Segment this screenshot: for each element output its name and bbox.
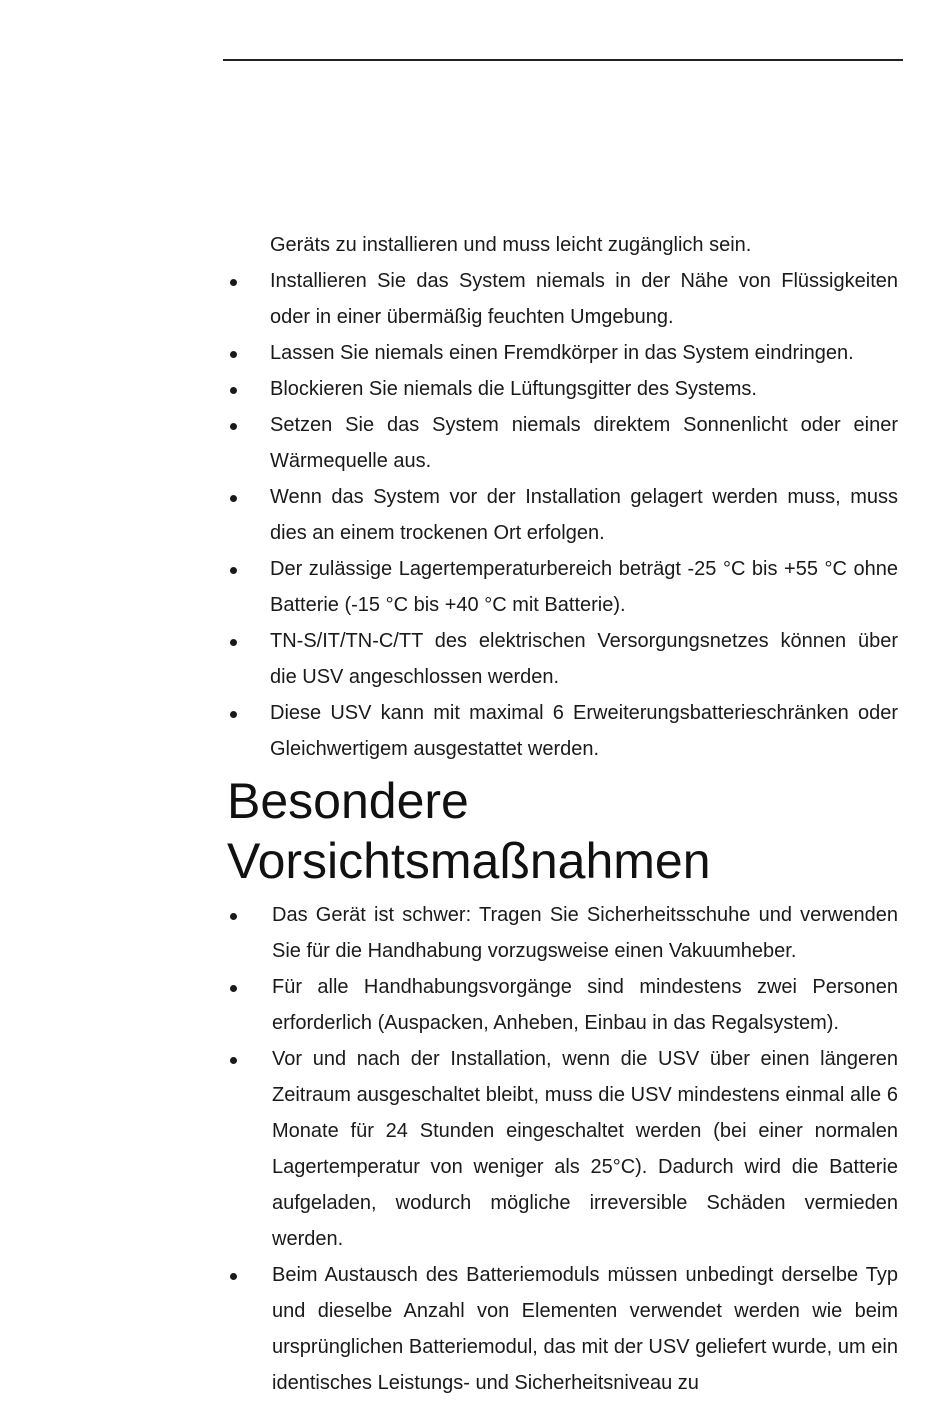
list-item bbox=[228, 969, 898, 1041]
bullet-icon bbox=[230, 1273, 237, 1280]
list-item bbox=[228, 479, 898, 551]
list-item-text: Wenn das System vor der Installation gelagert werden muss, muss dies an einem trockenen Ort erfolgen. bbox=[270, 486, 898, 544]
list-item-text: Für alle Handhabungsvorgänge sind mindestens zwei Personen erforderlich (Auspacken, Anheben, Einbau in das Regalsystem). bbox=[272, 976, 898, 1034]
list-item-text: Installieren Sie das System niemals in der Nähe von Flüssigkeiten oder in einer übermäßig feuchten Umgebung. bbox=[270, 270, 898, 328]
list-item bbox=[228, 551, 898, 623]
header-rule bbox=[223, 59, 903, 61]
bullet-icon bbox=[230, 279, 237, 286]
list-item bbox=[228, 335, 898, 371]
bullet-list-precautions bbox=[228, 897, 898, 1401]
bullet-icon bbox=[230, 495, 237, 502]
bullet-icon bbox=[230, 387, 237, 394]
bullet-icon bbox=[230, 423, 237, 430]
list-item-text: Der zulässige Lagertemperaturbereich beträgt -25 °C bis +55 °C ohne Batterie (-15 °C bis +40 °C mit Batterie). bbox=[270, 558, 898, 616]
list-item bbox=[228, 1257, 898, 1401]
bullet-icon bbox=[230, 351, 237, 358]
list-item bbox=[228, 695, 898, 767]
list-item bbox=[228, 371, 898, 407]
bullet-icon bbox=[230, 913, 237, 920]
continuation-text: Geräts zu installieren und muss leicht zugänglich sein. bbox=[270, 234, 752, 256]
list-item-text: Setzen Sie das System niemals direktem Sonnenlicht oder einer Wärmequelle aus. bbox=[270, 414, 898, 472]
list-item bbox=[228, 897, 898, 969]
list-item-text: Blockieren Sie niemals die Lüftungsgitter des Systems. bbox=[270, 378, 757, 400]
list-item bbox=[228, 623, 898, 695]
bullet-icon bbox=[230, 567, 237, 574]
list-item-text: Das Gerät ist schwer: Tragen Sie Sicherheitsschuhe und verwenden Sie für die Handhabung vorzugsweise einen Vakuumheber. bbox=[272, 904, 898, 962]
bullet-list-installation bbox=[228, 263, 898, 767]
bullet-icon bbox=[230, 985, 237, 992]
list-item-text: Diese USV kann mit maximal 6 Erweiterungsbatterieschränken oder Gleichwertigem ausgestattet werden. bbox=[270, 702, 898, 760]
list-item bbox=[228, 1041, 898, 1257]
document-body bbox=[228, 227, 898, 1401]
list-item bbox=[228, 407, 898, 479]
list-item bbox=[228, 263, 898, 335]
list-item-text: Vor und nach der Installation, wenn die USV über einen längeren Zeitraum ausgeschaltet bleibt, muss die USV mindestens einmal alle 6 Monate für 24 Stunden eingeschaltet werden (bei einer normalen Lagertemperatur von weniger als 25°C). Dadurch wird die Batterie aufgeladen, wodurch mögliche irreversible Schäden vermieden werden. bbox=[272, 1048, 898, 1250]
list-item-text: Lassen Sie niemals einen Fremdkörper in das System eindringen. bbox=[270, 342, 854, 364]
list-item-text: TN-S/IT/TN-C/TT des elektrischen Versorgungsnetzes können über die USV angeschlossen werden. bbox=[270, 630, 898, 688]
section-heading: Besondere Vorsichtsmaßnahmen bbox=[227, 773, 711, 889]
bullet-icon bbox=[230, 1057, 237, 1064]
list-item-text: Beim Austausch des Batteriemoduls müssen unbedingt derselbe Typ und dieselbe Anzahl von Elementen verwendet werden wie beim ursprünglichen Batteriemodul, das mit der USV geliefert wurde, um ein identisches Leistungs- und Sicherheitsniveau zu bbox=[272, 1264, 898, 1394]
bullet-icon bbox=[230, 711, 237, 718]
bullet-icon bbox=[230, 639, 237, 646]
